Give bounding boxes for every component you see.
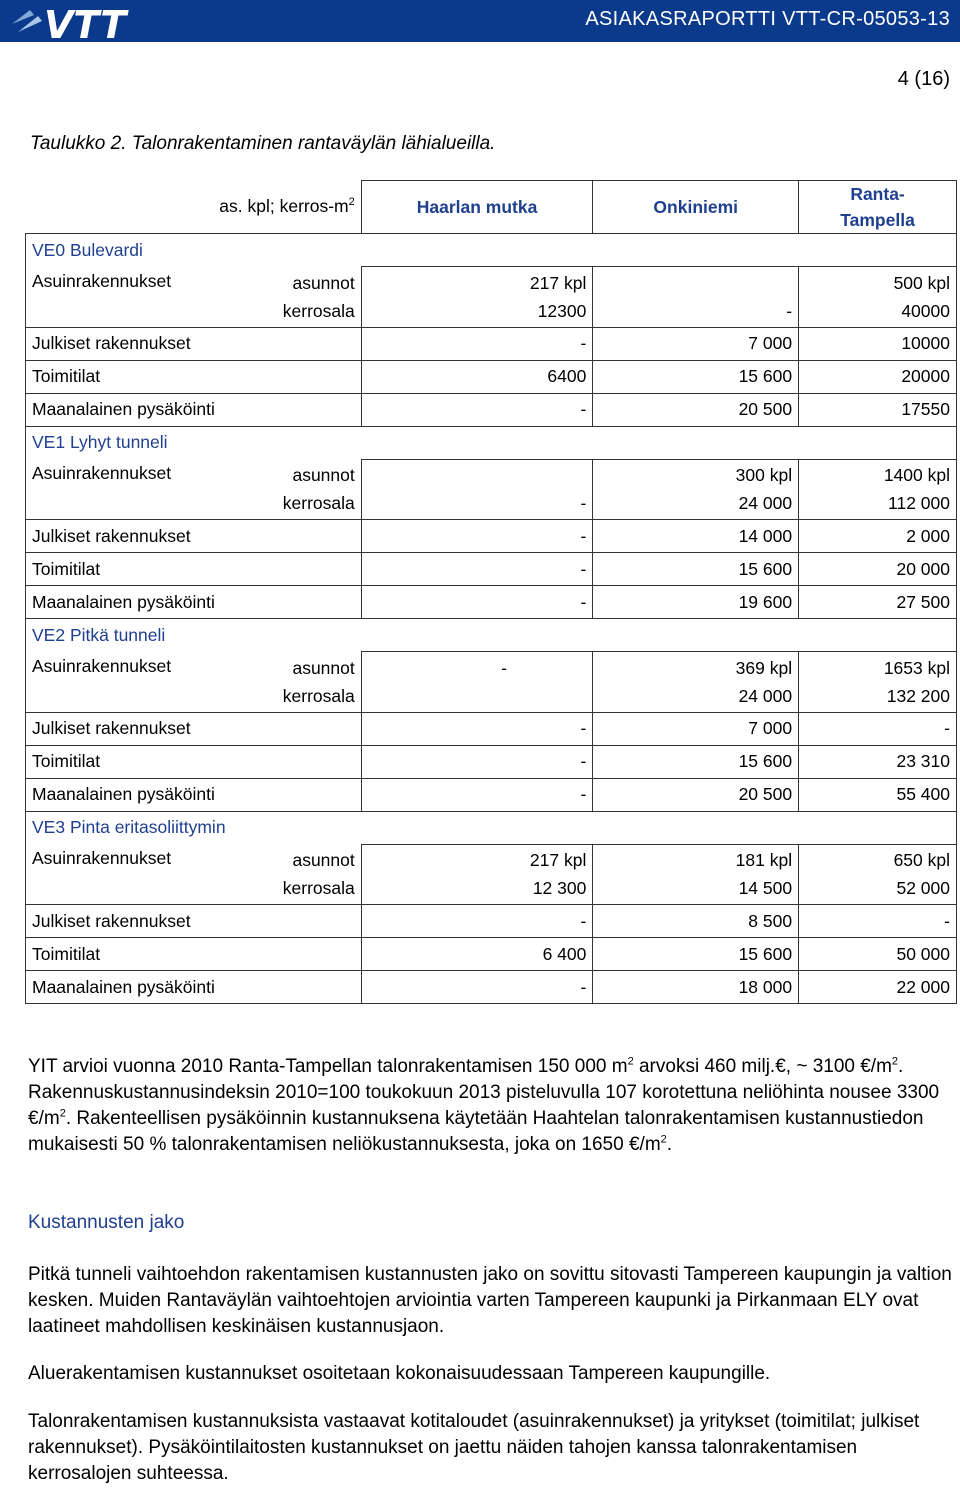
- residential-label: Asuinrakennukset: [26, 459, 260, 520]
- column-header: Ranta-Tampella: [799, 181, 957, 234]
- row-value: 50 000: [799, 938, 957, 971]
- value-units: -: [501, 657, 507, 678]
- residential-sublabels: [259, 459, 361, 520]
- sub-kerrosala: kerrosala: [282, 493, 355, 513]
- p1-e: .: [666, 1134, 673, 1155]
- value-units: 217 kpl: [529, 850, 587, 871]
- section-spacer: [361, 426, 956, 459]
- value-floor-area: 14 500: [738, 878, 793, 899]
- row-label: Maanalainen pysäköinti: [26, 393, 362, 426]
- residential-value: [361, 267, 593, 328]
- value-floor-area: 12300: [537, 300, 587, 321]
- data-row: [26, 360, 957, 393]
- table-header-row: [26, 181, 957, 234]
- value-units: [599, 269, 792, 297]
- value-floor-area: -: [580, 493, 587, 514]
- residential-value: [799, 459, 957, 520]
- row-value: 15 600: [593, 745, 799, 778]
- section-spacer: [361, 234, 956, 267]
- page-number: 4 (16): [897, 68, 950, 90]
- residential-value: [361, 652, 593, 713]
- sub-asunnot: asunnot: [292, 657, 355, 678]
- value-floor-area: 40000: [901, 300, 950, 321]
- residential-row: [26, 267, 957, 328]
- row-value: 15 600: [593, 360, 799, 393]
- value-floor-area: 52 000: [896, 878, 950, 899]
- row-value: 15 600: [593, 938, 799, 971]
- row-value: 27 500: [799, 586, 957, 619]
- row-value: 2 000: [799, 520, 957, 553]
- row-value: 6400: [361, 360, 593, 393]
- corner-label: as. kpl; kerros-m: [219, 196, 349, 217]
- value-units: 300 kpl: [735, 465, 793, 486]
- row-label: Maanalainen pysäköinti: [26, 778, 362, 811]
- p1-c-sup: 2: [59, 1107, 66, 1120]
- section-spacer: [361, 811, 956, 844]
- residential-value: [361, 844, 593, 905]
- p1-d-sup: 2: [660, 1133, 667, 1146]
- section-spacer: [361, 619, 956, 652]
- value-floor-area: [422, 682, 587, 710]
- data-row: [26, 778, 957, 811]
- construction-table: [25, 180, 957, 1004]
- column-header: Onkiniemi: [593, 181, 799, 234]
- p1-b-sup: 2: [891, 1055, 899, 1068]
- value-units: 369 kpl: [735, 657, 793, 678]
- paragraph-building: Talonrakentamisen kustannuksista vastaavat kotitaloudet (asuinrakennukset) ja yritykset (toimitilat; julkiset rakennukset). Pysäköintilaitosten kustannukset on jaettu näiden tahojen kanssa talonrakentamisen kerrosalojen suhteessa.: [28, 1411, 920, 1484]
- row-value: -: [361, 778, 593, 811]
- row-value: 6 400: [361, 938, 593, 971]
- row-value: -: [361, 393, 593, 426]
- row-value: 7 000: [593, 327, 799, 360]
- data-row: [26, 971, 957, 1004]
- section-title: VE3 Pinta eritasoliittymin: [26, 811, 362, 844]
- row-value: -: [799, 712, 957, 745]
- row-value: 22 000: [799, 971, 957, 1004]
- sub-kerrosala: kerrosala: [282, 685, 355, 706]
- row-value: -: [799, 905, 957, 938]
- section-heading: Kustannusten jako: [28, 1212, 185, 1233]
- row-value: -: [361, 745, 593, 778]
- row-value: -: [361, 905, 593, 938]
- row-value: 20 500: [593, 393, 799, 426]
- row-value: 18 000: [593, 971, 799, 1004]
- residential-row: [26, 459, 957, 520]
- data-row: [26, 393, 957, 426]
- value-floor-area: 112 000: [888, 493, 950, 514]
- p1-d: . Rakenteellisen pysäköinnin kustannuksena käytetään Haahtelan talonrakentamisen kustannustiedon mukaisesti 50 % talonrakentamisen neliökustannuksesta, joka on 1650 €/m: [28, 1108, 924, 1155]
- section-row: [26, 811, 957, 844]
- value-floor-area: 132 200: [886, 685, 950, 706]
- residential-value: [361, 459, 593, 520]
- sub-asunnot: asunnot: [292, 465, 355, 485]
- value-floor-area: 24 000: [738, 685, 793, 706]
- section-row: [26, 234, 957, 267]
- row-label: Toimitilat: [26, 553, 362, 586]
- row-value: -: [361, 327, 593, 360]
- row-label: Julkiset rakennukset: [26, 520, 362, 553]
- sub-kerrosala: kerrosala: [282, 300, 355, 321]
- row-label: Julkiset rakennukset: [26, 905, 362, 938]
- value-floor-area: 12 300: [532, 878, 587, 899]
- section-title: VE0 Bulevardi: [26, 234, 362, 267]
- row-value: -: [361, 586, 593, 619]
- row-label: Julkiset rakennukset: [26, 327, 362, 360]
- section-title: VE1 Lyhyt tunneli: [26, 426, 362, 459]
- vtt-logo: [8, 2, 163, 42]
- residential-value: [799, 844, 957, 905]
- row-value: -: [361, 971, 593, 1004]
- report-id: ASIAKASRAPORTTI VTT-CR-05053-13: [585, 8, 950, 30]
- row-label: Maanalainen pysäköinti: [26, 586, 362, 619]
- row-value: 20 000: [799, 553, 957, 586]
- p1-a: YIT arvioi vuonna 2010 Ranta-Tampellan talonrakentamisen 150 000 m: [28, 1056, 628, 1077]
- value-units: 1400 kpl: [883, 465, 950, 486]
- section-row: [26, 619, 957, 652]
- row-value: 7 000: [593, 712, 799, 745]
- svg-text:VTT: VTT: [44, 3, 127, 42]
- p1-b: arvoksi 460 milj.€, ~ 3100 €/m: [633, 1056, 892, 1077]
- residential-value: [799, 652, 957, 713]
- row-label: Julkiset rakennukset: [26, 712, 362, 745]
- row-value: 20 500: [593, 778, 799, 811]
- sub-asunnot: asunnot: [292, 272, 355, 293]
- row-label: Toimitilat: [26, 938, 362, 971]
- row-label: Toimitilat: [26, 360, 362, 393]
- value-units: 181 kpl: [735, 850, 793, 871]
- row-value: 10000: [799, 327, 957, 360]
- row-value: 8 500: [593, 905, 799, 938]
- data-row: [26, 327, 957, 360]
- residential-value: [593, 459, 799, 520]
- row-value: 17550: [799, 393, 957, 426]
- row-value: 55 400: [799, 778, 957, 811]
- row-label: Maanalainen pysäköinti: [26, 971, 362, 1004]
- p1-a-sup: 2: [627, 1055, 634, 1068]
- paragraph-cost-split: Pitkä tunneli vaihtoehdon rakentamisen kustannusten jako on sovittu sitovasti Tampereen kaupungin ja valtion kesken. Muiden Rantaväylän vaihtoehtojen arviointia varten Tampereen kaupunki ja Pirkanmaan ELY ovat laatineet mahdollisen keskinäisen kustannusjaon.: [28, 1264, 952, 1337]
- sub-asunnot: asunnot: [292, 850, 355, 870]
- data-row: [26, 520, 957, 553]
- row-value: 14 000: [593, 520, 799, 553]
- row-value: -: [361, 520, 593, 553]
- residential-label: Asuinrakennukset: [26, 652, 260, 713]
- data-row: [26, 712, 957, 745]
- residential-row: [26, 844, 957, 905]
- corner-cell: [26, 181, 362, 234]
- paragraph-area: Aluerakentamisen kustannukset osoitetaan kokonaisuudessaan Tampereen kaupungille.: [28, 1363, 771, 1384]
- row-label: Toimitilat: [26, 745, 362, 778]
- residential-value: [593, 652, 799, 713]
- table-caption: Taulukko 2. Talonrakentaminen rantaväylän lähialueilla.: [30, 133, 496, 154]
- corner-sup: 2: [348, 196, 355, 209]
- residential-label: Asuinrakennukset: [26, 267, 260, 328]
- value-units: 217 kpl: [529, 272, 587, 293]
- section-row: [26, 426, 957, 459]
- data-row: [26, 938, 957, 971]
- value-floor-area: 24 000: [738, 493, 793, 514]
- residential-value: [593, 267, 799, 328]
- data-row: [26, 586, 957, 619]
- data-row: [26, 745, 957, 778]
- row-value: 19 600: [593, 586, 799, 619]
- row-value: 20000: [799, 360, 957, 393]
- p1-c: . Rakennuskustannusindeksin 2010=100 toukokuun 2013 pisteluvulla 107 korotettuna neliöhinta nousee 3300 €/m: [28, 1056, 940, 1129]
- residential-sublabels: [259, 844, 361, 905]
- residential-sublabels: [259, 267, 361, 328]
- value-units: 1653 kpl: [883, 657, 950, 678]
- row-value: 15 600: [593, 553, 799, 586]
- sub-kerrosala: kerrosala: [282, 878, 355, 898]
- value-units: [368, 461, 587, 489]
- residential-sublabels: [259, 652, 361, 713]
- row-value: -: [361, 553, 593, 586]
- value-units: 650 kpl: [893, 850, 950, 871]
- row-value: 23 310: [799, 745, 957, 778]
- residential-row: [26, 652, 957, 713]
- section-title: VE2 Pitkä tunneli: [26, 619, 362, 652]
- residential-value: [593, 844, 799, 905]
- column-header: Haarlan mutka: [361, 181, 593, 234]
- data-row: [26, 553, 957, 586]
- row-value: -: [361, 712, 593, 745]
- value-floor-area: -: [786, 300, 793, 321]
- residential-value: [799, 267, 957, 328]
- residential-label: Asuinrakennukset: [26, 844, 260, 905]
- data-row: [26, 905, 957, 938]
- paragraph-yit: [28, 1054, 956, 1158]
- value-units: 500 kpl: [893, 272, 950, 293]
